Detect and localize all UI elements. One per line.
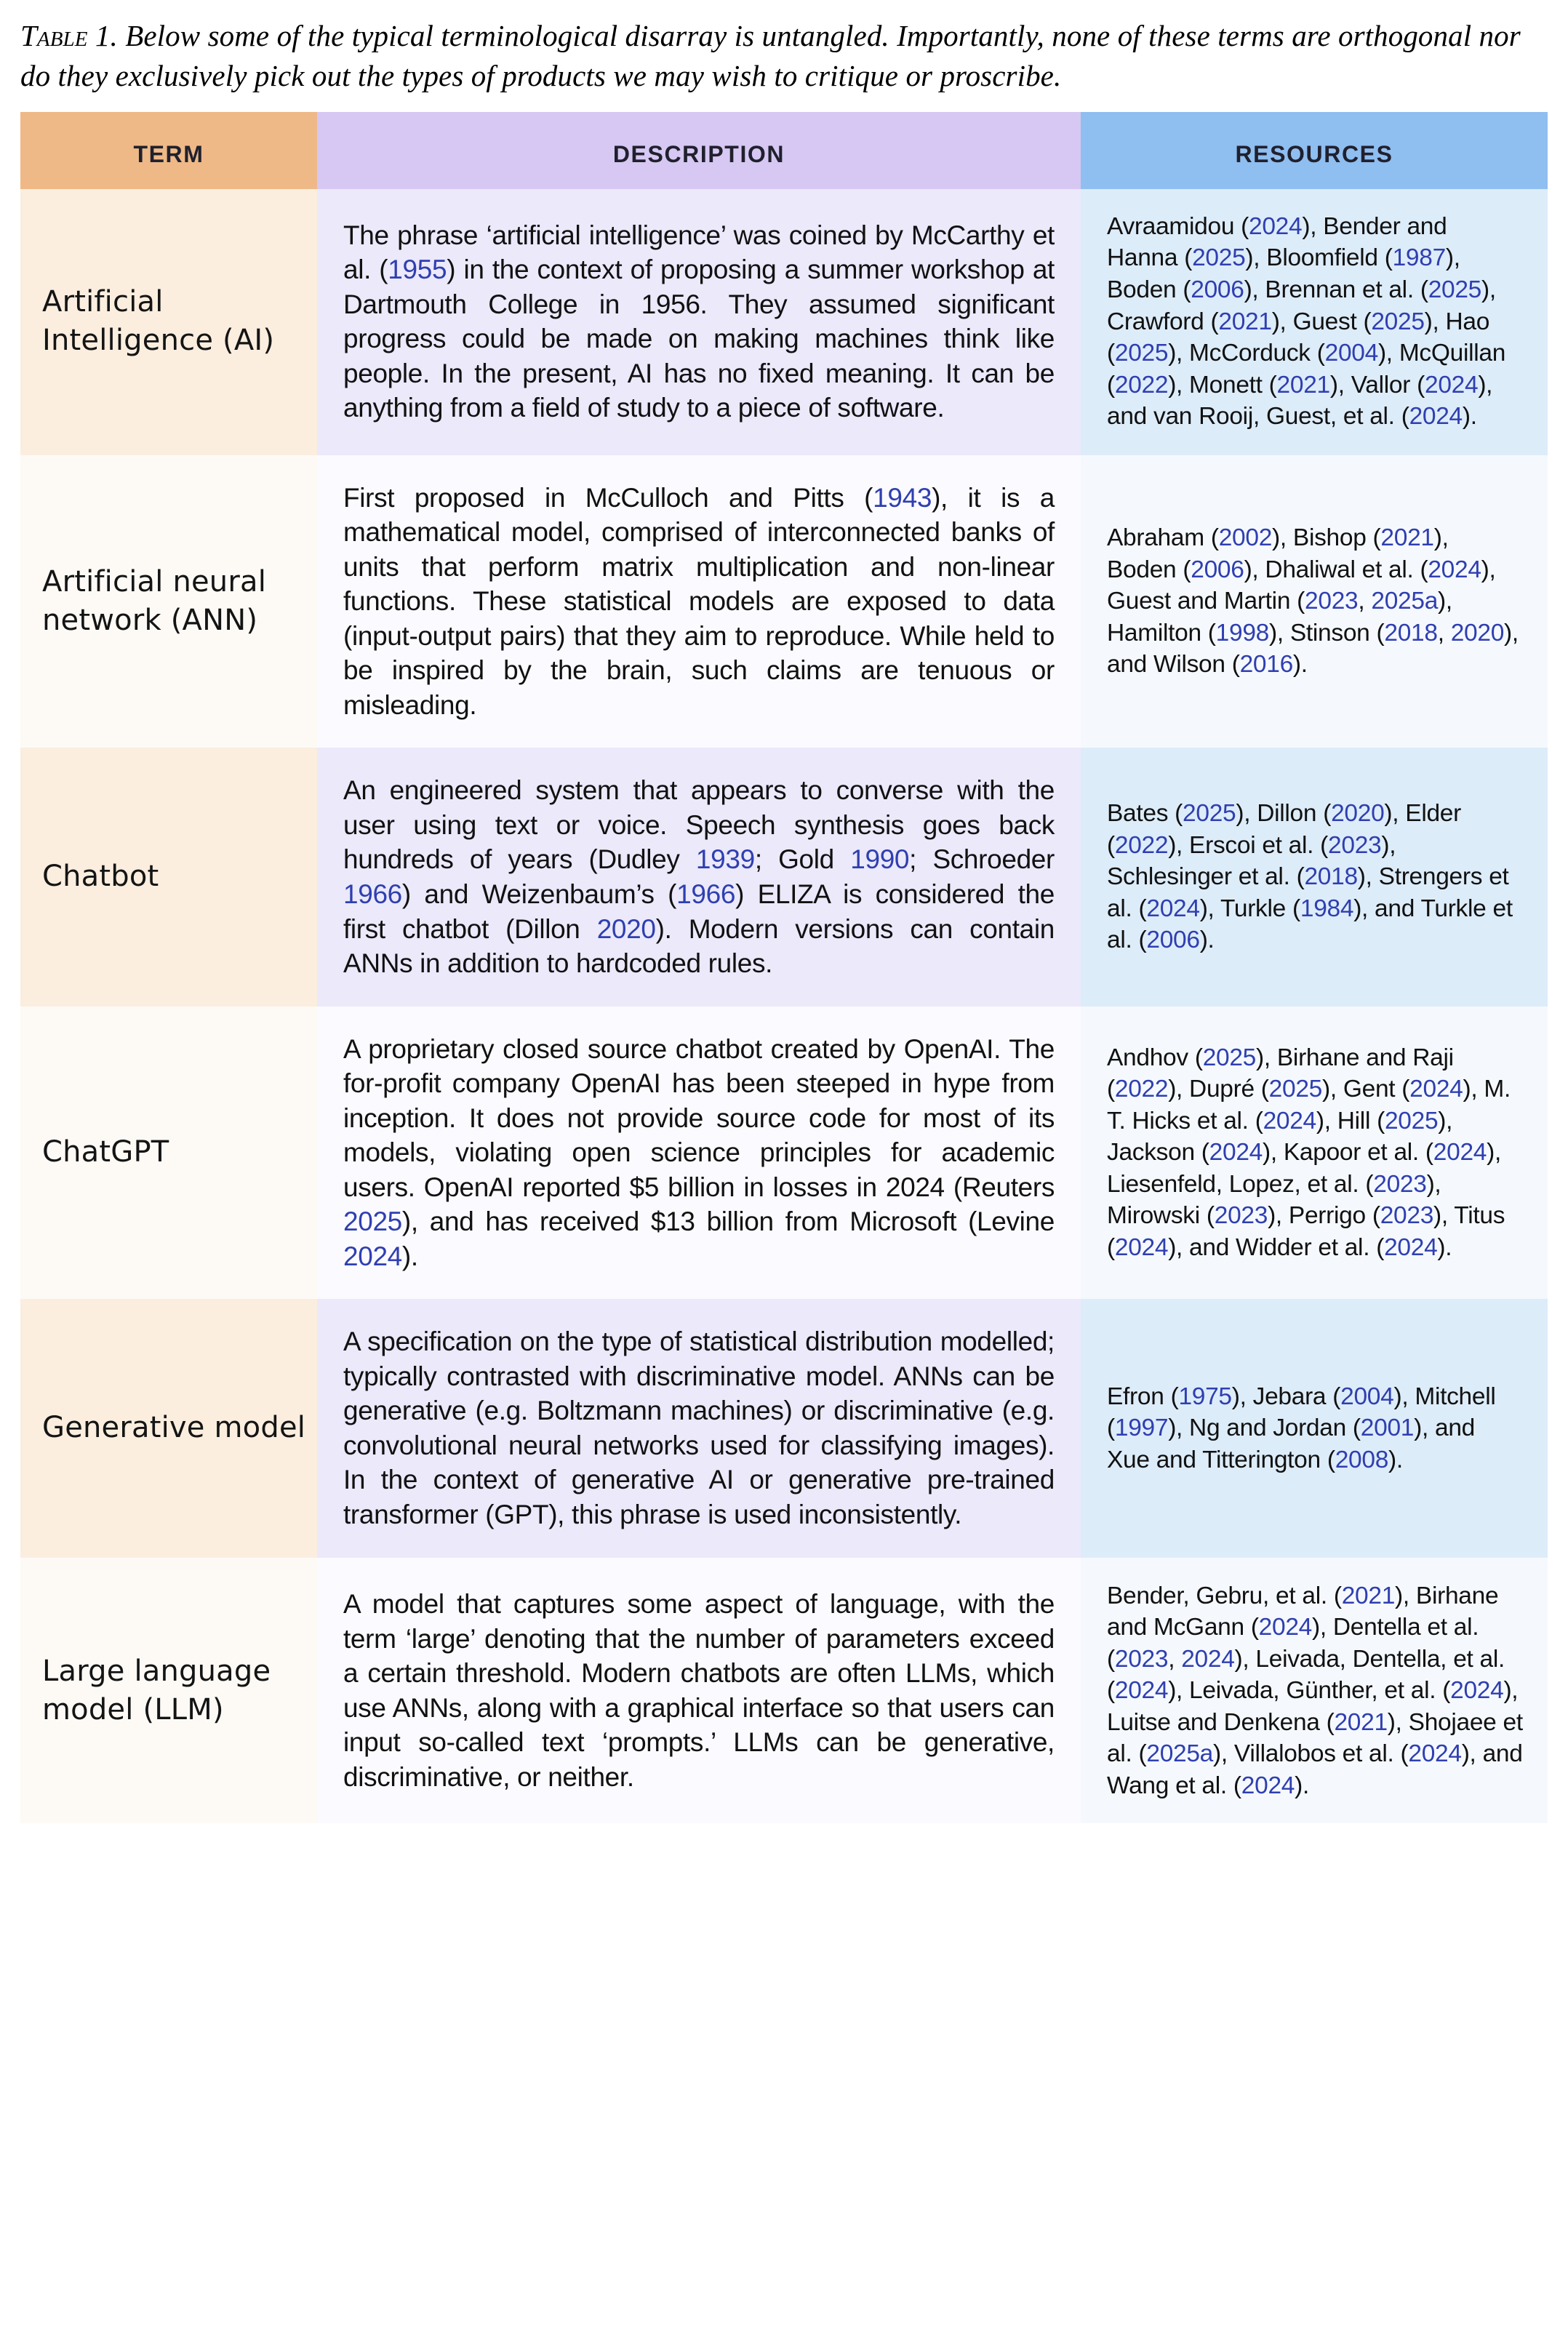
table-row	[20, 1007, 1548, 1300]
table-header-row	[20, 112, 1548, 189]
table-caption	[0, 0, 1568, 96]
column-header-term-label: term	[133, 131, 204, 169]
cell-description: A model that captures some aspect of language, with the term ‘large’ denoting that the number of parameters exceed a certain threshold. Modern chatbots are often LLMs, which use ANNs, along with a graphical interface so that users can input so-called text ‘prompts.’ LLMs can be generative, discriminative, or neither.	[317, 1558, 1081, 1824]
cell-description: A specification on the type of statistical distribution modelled; typically contrasted with discriminative model. ANNs can be generative (e.g. Boltzmann machines) or discriminative (e.g. convolutional neural networks used for classifying images). In the context of generative AI or generative pre-trained transformer (GPT), this phrase is used inconsistently.	[317, 1299, 1081, 1557]
cell-term: Artificial neural network (ANN)	[20, 455, 317, 748]
cell-resources: Andhov (2025), Birhane and Raji (2022), Dupré (2025), Gent (2024), M. T. Hicks et al. (2024), Hill (2025), Jackson (2024), Kapoor et al. (2024), Liesenfeld, Lopez, et al. (2023), Mirowski (2023), Perrigo (2023), Titus (2024), and Widder et al. (2024).	[1081, 1007, 1548, 1300]
cell-term: Artificial Intelligence (AI)	[20, 189, 317, 455]
table-header	[20, 112, 1548, 189]
cell-description: An engineered system that appears to converse with the user using text or voice. Speech synthesis goes back hundreds of years (Dudley 1939; Gold 1990; Schroeder 1966) and Weizenbaum’s (1966) ELIZA is considered the first chatbot (Dillon 2020). Modern versions can contain ANNs in addition to hardcoded rules.	[317, 748, 1081, 1006]
cell-term: Chatbot	[20, 748, 317, 1006]
cell-term: Generative model	[20, 1299, 317, 1557]
cell-resources: Bender, Gebru, et al. (2021), Birhane and McGann (2024), Dentella et al. (2023, 2024), Leivada, Dentella, et al. (2024), Leivada, Günther, et al. (2024), Luitse and Denkena (2021), Shojaee et al. (2025a), Villalobos et al. (2024), and Wang et al. (2024).	[1081, 1558, 1548, 1824]
table-row	[20, 455, 1548, 748]
table-container	[0, 112, 1568, 1823]
column-header-term	[20, 112, 317, 189]
cell-term: ChatGPT	[20, 1007, 317, 1300]
cell-description: A proprietary closed source chatbot created by OpenAI. The for-profit company OpenAI has been steeped in hype from inception. It does not provide source code for most of its models, violating open science principles for academic users. OpenAI reported $5 billion in losses in 2024 (Reuters 2025), and has received $13 billion from Microsoft (Levine 2024).	[317, 1007, 1081, 1300]
column-header-description	[317, 112, 1081, 189]
cell-resources: Avraamidou (2024), Bender and Hanna (2025), Bloomfield (1987), Boden (2006), Brennan et al. (2025), Crawford (2021), Guest (2025), Hao (2025), McCorduck (2004), McQuillan (2022), Monett (2021), Vallor (2024), and van Rooij, Guest, et al. (2024).	[1081, 189, 1548, 455]
table-row	[20, 748, 1548, 1006]
column-header-resources	[1081, 112, 1548, 189]
cell-description: First proposed in McCulloch and Pitts (1943), it is a mathematical model, comprised of interconnected banks of units that perform matrix multiplication and non-linear functions. These statistical models are exposed to data (input-output pairs) that they aim to reproduce. While held to be inspired by the brain, such claims are tenuous or misleading.	[317, 455, 1081, 748]
column-header-description-label: description	[612, 131, 785, 169]
cell-description: The phrase ‘artificial intelligence’ was coined by McCarthy et al. (1955) in the context of proposing a summer workshop at Dartmouth College in 1956. They assumed significant progress could be made on making machines think like people. In the present, AI has no fixed meaning. It can be anything from a field of study to a piece of software.	[317, 189, 1081, 455]
cell-resources: Efron (1975), Jebara (2004), Mitchell (1997), Ng and Jordan (2001), and Xue and Titterington (2008).	[1081, 1299, 1548, 1557]
table-caption-label: Table 1.	[20, 19, 118, 52]
cell-resources: Abraham (2002), Bishop (2021), Boden (2006), Dhaliwal et al. (2024), Guest and Martin (2023, 2025a), Hamilton (1998), Stinson (2018, 2020), and Wilson (2016).	[1081, 455, 1548, 748]
cell-resources: Bates (2025), Dillon (2020), Elder (2022), Erscoi et al. (2023), Schlesinger et al. (2018), Strengers et al. (2024), Turkle (1984), and Turkle et al. (2006).	[1081, 748, 1548, 1006]
terminology-table	[20, 112, 1548, 1823]
table-row	[20, 1558, 1548, 1824]
table-caption-text: Below some of the typical terminological disarray is untangled. Importantly, none of these terms are orthogonal nor do they exclusively pick out the types of products we may wish to critique or proscribe.	[20, 19, 1521, 92]
table-row	[20, 1299, 1548, 1557]
table-body	[20, 189, 1548, 1823]
table-row	[20, 189, 1548, 455]
column-header-resources-label: resources	[1235, 131, 1393, 169]
cell-term: Large language model (LLM)	[20, 1558, 317, 1824]
